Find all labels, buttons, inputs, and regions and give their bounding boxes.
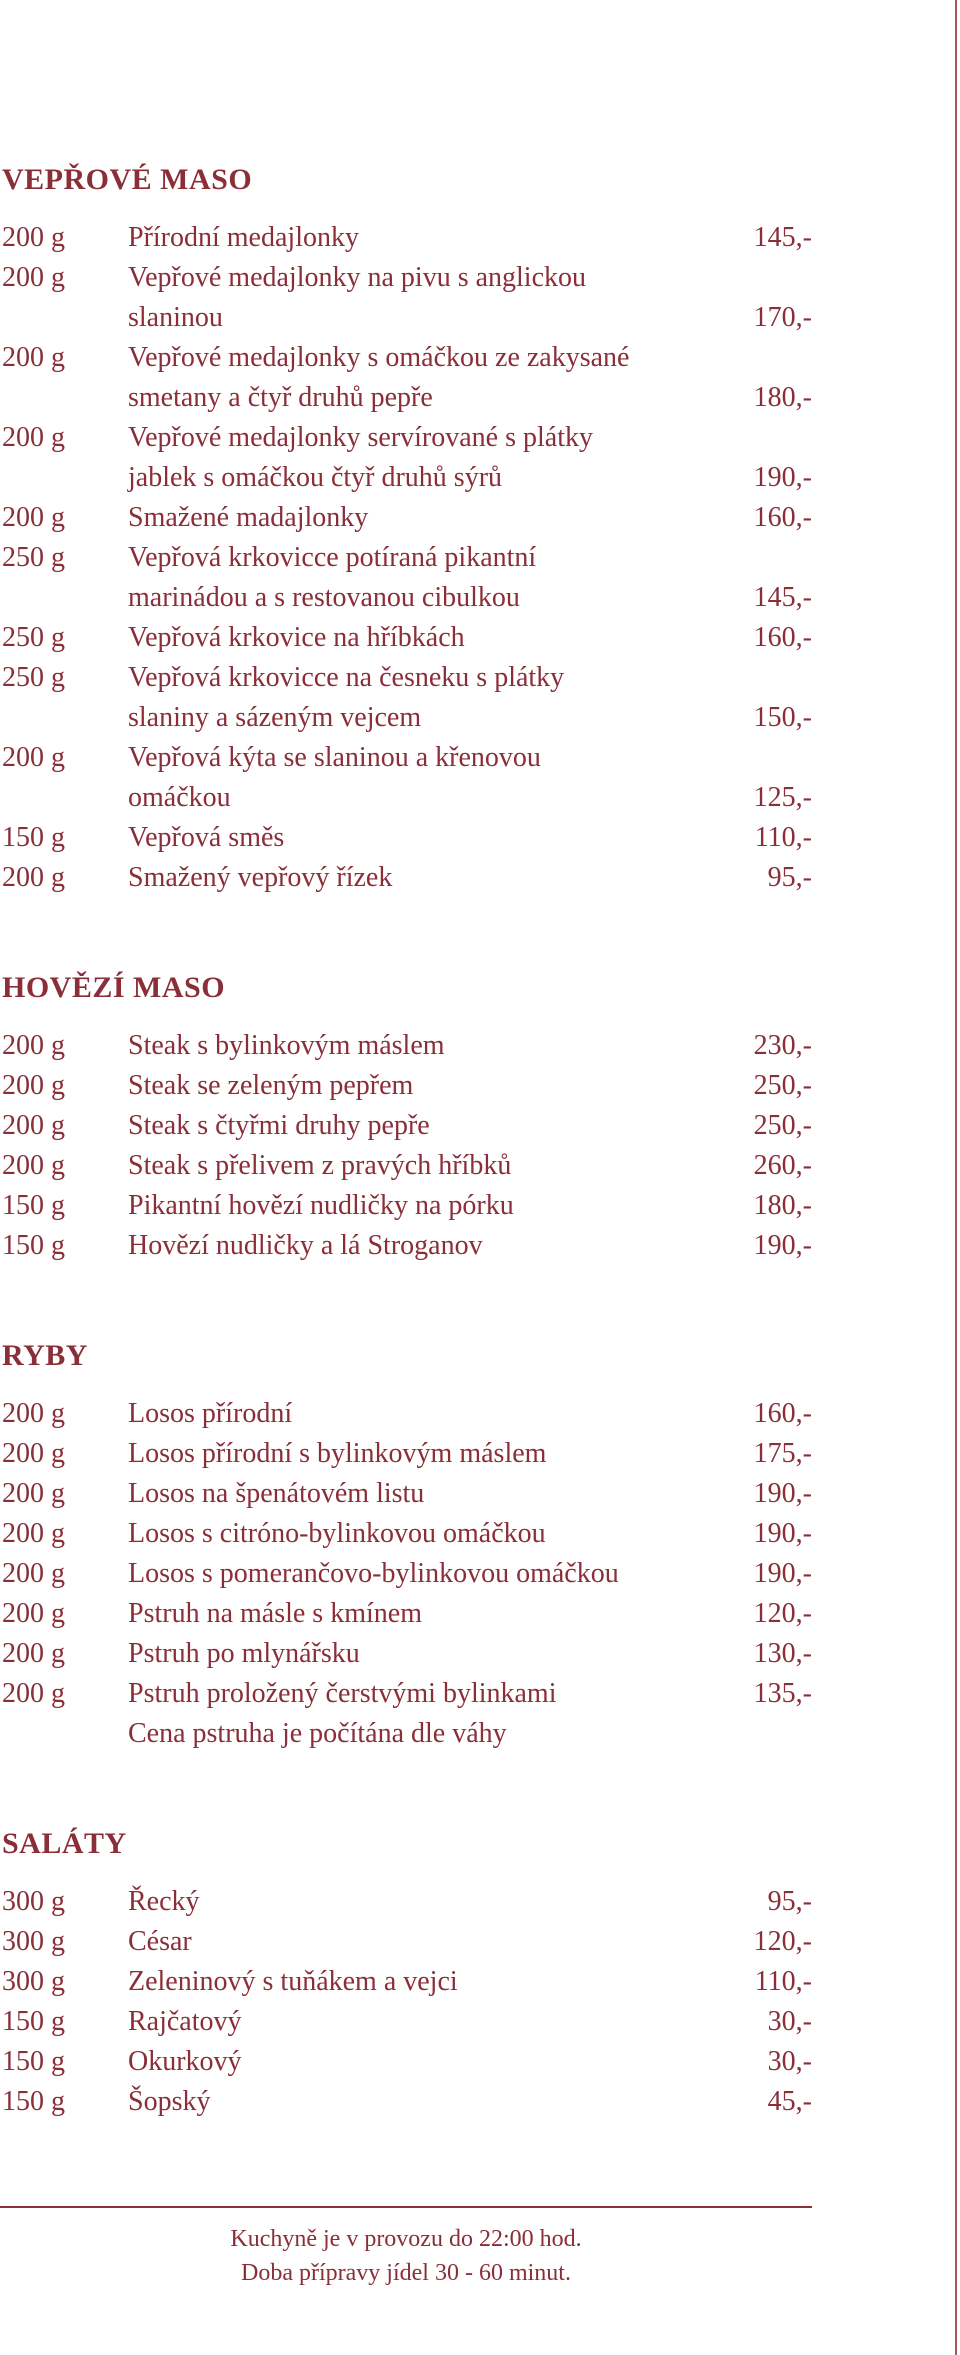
item-name (128, 1634, 722, 1674)
menu-item (2, 1554, 812, 1594)
menu-item (2, 1106, 812, 1146)
item-price: 190,- (753, 1478, 812, 1509)
menu-item (2, 1882, 812, 1922)
menu-item (2, 858, 812, 898)
item-name-line: Rajčatový (128, 2006, 242, 2037)
menu-item (2, 1922, 812, 1962)
item-name (128, 218, 722, 258)
item-name (128, 258, 722, 338)
menu-list (2, 160, 812, 2192)
item-price: 190,- (753, 1230, 812, 1261)
item-name-line: Zeleninový s tuňákem a vejci (128, 1966, 458, 1997)
item-name-line: Losos přírodní (128, 1398, 293, 1429)
item-name-line: Okurkový (128, 2046, 242, 2077)
menu-section (2, 1824, 812, 2122)
item-quantity: 150 g (2, 2086, 65, 2117)
item-price: 230,- (753, 1030, 812, 1061)
item-name-line: Pstruh na másle s kmínem (128, 1598, 422, 1629)
menu-item (2, 538, 812, 618)
item-name-line: marinádou a s restovanou cibulkou (128, 582, 520, 613)
item-name (128, 498, 722, 538)
item-price: 120,- (753, 1926, 812, 1957)
item-name-line: Smažené madajlonky (128, 502, 369, 533)
item-price: 120,- (753, 1598, 812, 1629)
item-name (128, 1186, 722, 1226)
item-name (128, 1962, 722, 2002)
section-title: VEPŘOVÉ MASO (2, 163, 253, 196)
menu-item (2, 1962, 812, 2002)
item-name-line: slaniny a sázeným vejcem (128, 702, 422, 733)
item-name-line: Vepřové medajlonky s omáčkou ze zakysané (128, 342, 630, 373)
item-quantity: 200 g (2, 502, 65, 533)
item-name-line: Vepřové medajlonky servírované s plátky (128, 422, 593, 453)
item-price: 110,- (754, 1966, 812, 1997)
item-name (128, 1226, 722, 1266)
item-quantity: 150 g (2, 2046, 65, 2077)
item-quantity: 200 g (2, 222, 65, 253)
menu-item (2, 418, 812, 498)
item-price: 180,- (753, 1190, 812, 1221)
menu-item (2, 2082, 812, 2122)
item-quantity: 200 g (2, 1150, 65, 1181)
menu-item (2, 218, 812, 258)
section-title: RYBY (2, 1339, 88, 1372)
item-name-line: Hovězí nudličky a lá Stroganov (128, 1230, 483, 1261)
menu-item (2, 338, 812, 418)
item-price: 95,- (767, 1886, 812, 1917)
item-quantity: 200 g (2, 1558, 65, 1589)
item-quantity: 250 g (2, 622, 65, 653)
menu-item (2, 1394, 812, 1434)
item-name-line: Vepřová krkovicce na česneku s plátky (128, 662, 565, 693)
item-quantity: 250 g (2, 662, 65, 693)
section-note: Cena pstruha je počítána dle váhy (128, 1718, 507, 1749)
item-price: 170,- (753, 302, 812, 333)
item-price: 175,- (753, 1438, 812, 1469)
item-price: 190,- (753, 462, 812, 493)
kitchen-hours: Kuchyně je v provozu do 22:00 hod. (230, 2226, 582, 2252)
item-name (128, 2042, 722, 2082)
item-name-line: Vepřová krkovicce potíraná pikantní (128, 542, 537, 573)
menu-item (2, 258, 812, 338)
item-name (128, 1674, 722, 1714)
item-quantity: 150 g (2, 822, 65, 853)
section-title: HOVĚZÍ MASO (2, 971, 226, 1004)
menu-item (2, 618, 812, 658)
item-quantity: 200 g (2, 422, 65, 453)
item-name-line: slaninou (128, 302, 223, 333)
item-name (128, 1594, 722, 1634)
menu-section (2, 968, 812, 1266)
item-quantity: 150 g (2, 2006, 65, 2037)
item-quantity: 200 g (2, 1398, 65, 1429)
item-price: 130,- (753, 1638, 812, 1669)
item-price: 260,- (753, 1150, 812, 1181)
menu-item (2, 1514, 812, 1554)
item-name (128, 2082, 722, 2122)
item-name-line: jablek s omáčkou čtyř druhů sýrů (128, 462, 503, 493)
item-quantity: 150 g (2, 1230, 65, 1261)
item-name (128, 1922, 722, 1962)
item-price: 160,- (753, 622, 812, 653)
item-quantity: 200 g (2, 1478, 65, 1509)
footer (0, 2206, 812, 2290)
item-name (128, 1434, 722, 1474)
item-quantity: 200 g (2, 262, 65, 293)
item-price: 145,- (753, 582, 812, 613)
menu-item (2, 1434, 812, 1474)
item-price: 95,- (767, 862, 812, 893)
item-name (128, 818, 722, 858)
item-name-line: Steak se zeleným pepřem (128, 1070, 414, 1101)
item-price: 30,- (767, 2046, 812, 2077)
item-name (128, 1394, 722, 1434)
item-price: 125,- (753, 782, 812, 813)
preparation-time: Doba přípravy jídel 30 - 60 minut. (241, 2260, 571, 2286)
menu-item (2, 738, 812, 818)
menu-section (2, 160, 812, 898)
item-name-line: Steak s přelivem z pravých hříbků (128, 1150, 512, 1181)
item-price: 150,- (753, 702, 812, 733)
item-price: 160,- (753, 502, 812, 533)
item-quantity: 300 g (2, 1886, 65, 1917)
item-quantity: 200 g (2, 862, 65, 893)
item-name-line: Smažený vepřový řízek (128, 862, 393, 893)
item-name-line: Přírodní medajlonky (128, 222, 359, 253)
item-name-line: Losos na špenátovém listu (128, 1478, 425, 1509)
item-name (128, 858, 722, 898)
item-price: 250,- (753, 1110, 812, 1141)
item-name-line: Vepřová směs (128, 822, 285, 853)
item-name-line: Šopský (128, 2086, 211, 2117)
menu-item (2, 1186, 812, 1226)
item-name-line: Steak s bylinkovým máslem (128, 1030, 445, 1061)
item-name (128, 538, 722, 618)
menu-item (2, 2042, 812, 2082)
section-title: SALÁTY (2, 1827, 127, 1860)
menu-item (2, 1226, 812, 1266)
item-price: 180,- (753, 382, 812, 413)
item-price: 45,- (767, 2086, 812, 2117)
item-quantity: 200 g (2, 1678, 65, 1709)
item-name-line: Pstruh po mlynářsku (128, 1638, 360, 1669)
item-price: 145,- (753, 222, 812, 253)
item-name (128, 338, 722, 418)
item-quantity: 200 g (2, 1438, 65, 1469)
item-name-line: César (128, 1926, 192, 1957)
item-name (128, 618, 722, 658)
item-name-line: Řecký (128, 1886, 200, 1917)
menu-item (2, 1634, 812, 1674)
menu-item (2, 1594, 812, 1634)
item-name (128, 1882, 722, 1922)
item-name (128, 1474, 722, 1514)
item-quantity: 200 g (2, 1070, 65, 1101)
item-quantity: 200 g (2, 1518, 65, 1549)
item-name (128, 418, 722, 498)
item-quantity: 200 g (2, 342, 65, 373)
item-name (128, 1026, 722, 1066)
item-name-line: Pstruh proložený čerstvými bylinkami (128, 1678, 557, 1709)
item-quantity: 200 g (2, 1598, 65, 1629)
item-price: 190,- (753, 1558, 812, 1589)
item-quantity: 200 g (2, 1638, 65, 1669)
item-name (128, 2002, 722, 2042)
menu-item (2, 498, 812, 538)
menu-item (2, 1474, 812, 1514)
menu-item (2, 818, 812, 858)
item-quantity: 200 g (2, 1110, 65, 1141)
item-price: 135,- (753, 1678, 812, 1709)
item-name (128, 658, 722, 738)
item-quantity: 300 g (2, 1966, 65, 1997)
menu-item (2, 1066, 812, 1106)
item-name (128, 1514, 722, 1554)
item-price: 250,- (753, 1070, 812, 1101)
item-quantity: 300 g (2, 1926, 65, 1957)
menu-item (2, 1146, 812, 1186)
menu-item (2, 658, 812, 738)
item-name (128, 1554, 722, 1594)
item-name-line: Pikantní hovězí nudličky na pórku (128, 1190, 514, 1221)
item-quantity: 200 g (2, 742, 65, 773)
item-name-line: smetany a čtyř druhů pepře (128, 382, 433, 413)
item-name (128, 1066, 722, 1106)
item-price: 160,- (753, 1398, 812, 1429)
menu-item (2, 2002, 812, 2042)
item-quantity: 250 g (2, 542, 65, 573)
menu-item (2, 1026, 812, 1066)
item-name (128, 738, 722, 818)
item-name-line: Vepřová krkovice na hříbkách (128, 622, 465, 653)
item-name-line: omáčkou (128, 782, 231, 813)
item-price: 190,- (753, 1518, 812, 1549)
menu-section (2, 1336, 812, 1754)
item-price: 30,- (767, 2006, 812, 2037)
page-edge-line (955, 0, 957, 2355)
item-quantity: 200 g (2, 1030, 65, 1061)
item-name (128, 1146, 722, 1186)
item-name-line: Vepřová kýta se slaninou a křenovou (128, 742, 541, 773)
item-name-line: Vepřové medajlonky na pivu s anglickou (128, 262, 587, 293)
item-name-line: Losos s pomerančovo-bylinkovou omáčkou (128, 1558, 619, 1589)
item-price: 110,- (754, 822, 812, 853)
item-name (128, 1106, 722, 1146)
item-quantity: 150 g (2, 1190, 65, 1221)
item-name-line: Losos s citróno-bylinkovou omáčkou (128, 1518, 546, 1549)
item-name-line: Steak s čtyřmi druhy pepře (128, 1110, 430, 1141)
menu-item (2, 1674, 812, 1714)
item-name-line: Losos přírodní s bylinkovým máslem (128, 1438, 547, 1469)
